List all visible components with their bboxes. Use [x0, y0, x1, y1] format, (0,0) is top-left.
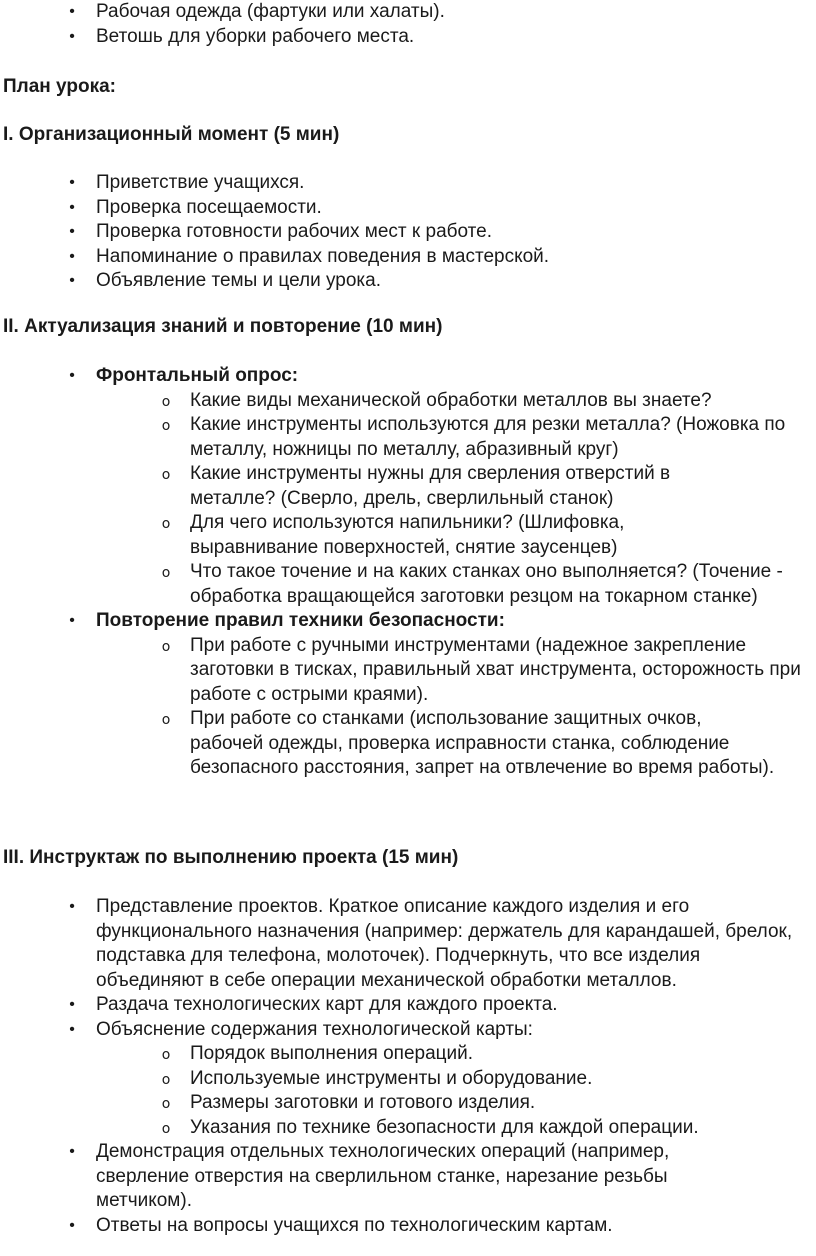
list-item — [0, 364, 816, 609]
sub-list-item — [0, 560, 816, 609]
list-item-text: Проверка посещаемости. — [96, 196, 322, 218]
bullet-icon: • — [69, 898, 75, 915]
list-item — [0, 609, 816, 781]
circle-bullet-icon: o — [161, 1120, 171, 1137]
sub-item-text: Указания по технике безопасности для каждой операции. — [190, 1116, 699, 1138]
list-item — [0, 269, 816, 294]
circle-bullet-icon: o — [161, 638, 171, 655]
list-item-text: Представление проектов. Краткое описание каждого изделия и его функционального назначения (например: держатель для карандашей, брелок, подставка для телефона, молоточек). Подчеркнуть, что все изделия объединяют в себе операции механической обработки металлов. — [96, 896, 793, 991]
list-item — [0, 196, 816, 221]
bullet-icon: • — [69, 3, 75, 20]
bullet-icon: • — [69, 272, 75, 289]
group-title: Повторение правил техники безопасности: — [96, 610, 505, 631]
sub-item-text: Что такое точение и на каких станках оно выполняется? (Точение - обработка вращающейся заготовки резцом на токарном станке) — [190, 561, 783, 607]
sub-item-text: При работе с ручными инструментами (надежное закрепление заготовки в тисках, правильный хват инструмента, осторожность при работе с острыми краями). — [190, 634, 801, 705]
materials-list — [0, 0, 816, 49]
bullet-icon: • — [69, 367, 75, 384]
sub-item-text: Порядок выполнения операций. — [190, 1043, 474, 1064]
list-item-text: Рабочая одежда (фартуки или халаты). — [96, 1, 445, 22]
list-item — [0, 245, 816, 270]
list-item — [0, 1018, 816, 1141]
section1-list — [0, 171, 816, 294]
sub-list — [96, 1042, 816, 1140]
list-item — [0, 1214, 816, 1239]
circle-bullet-icon: o — [161, 1096, 171, 1112]
list-item-text: Приветствие учащихся. — [96, 172, 305, 193]
section3-heading: III. Инструктаж по выполнению проекта (15 мин) — [3, 847, 459, 868]
list-item — [0, 171, 816, 196]
sub-list-item — [0, 389, 816, 414]
section2-heading: II. Актуализация знаний и повторение (10 мин) — [3, 316, 443, 337]
sub-list-item — [0, 1042, 816, 1067]
bullet-icon: • — [69, 996, 75, 1013]
sub-item-text: Для чего используются напильники? (Шлифовка, выравнивание поверхностей, снятие заусенцев) — [190, 512, 625, 558]
list-item — [0, 25, 816, 50]
list-item — [0, 1140, 816, 1214]
list-item-text: Ветошь для уборки рабочего места. — [96, 25, 415, 47]
bullet-icon: • — [69, 1143, 75, 1160]
circle-bullet-icon: o — [161, 565, 171, 581]
bullet-icon: • — [69, 612, 75, 629]
circle-bullet-icon: o — [161, 712, 171, 728]
circle-bullet-icon: o — [161, 393, 171, 410]
list-item-text: Раздача технологических карт для каждого проекта. — [96, 994, 558, 1015]
sub-list-item — [0, 511, 816, 560]
bullet-icon: • — [69, 174, 75, 191]
list-item — [0, 0, 816, 25]
bullet-icon: • — [69, 27, 75, 45]
sub-list-item — [0, 707, 816, 781]
list-item — [0, 895, 816, 993]
sub-list-item — [0, 1116, 816, 1141]
sub-list-item — [0, 1091, 816, 1116]
circle-bullet-icon: o — [161, 516, 171, 532]
sub-item-text: Какие инструменты используются для резки металла? (Ножовка по металлу, ножницы по металлу, абразивный круг) — [190, 414, 786, 460]
list-item — [0, 220, 816, 245]
sub-list — [96, 634, 816, 781]
bullet-icon: • — [69, 1216, 75, 1234]
list-item — [0, 993, 816, 1018]
list-item-text: Проверка готовности рабочих мест к работе. — [96, 221, 493, 242]
sub-item-text: Какие виды механической обработки металлов вы знаете? — [190, 389, 712, 411]
sub-list — [96, 389, 816, 610]
section3-list — [0, 895, 816, 1238]
list-item-text: Объявление темы и цели урока. — [96, 270, 381, 291]
sub-item-text: Используемые инструменты и оборудование. — [190, 1067, 593, 1089]
sub-item-text: При работе со станками (использование защитных очков, рабочей одежды, проверка исправности станка, соблюдение безопасного расстояния, запрет на отвлечение во время работы). — [190, 708, 775, 778]
bullet-icon: • — [69, 247, 75, 265]
bullet-icon: • — [69, 198, 75, 216]
section2-list — [0, 364, 816, 781]
sub-item-text: Размеры заготовки и готового изделия. — [190, 1092, 536, 1113]
circle-bullet-icon: o — [161, 1047, 171, 1063]
list-item-text: Напоминание о правилах поведения в мастерской. — [96, 245, 550, 267]
sub-item-text: Какие инструменты нужны для сверления отверстий в металле? (Сверло, дрель, сверлильный станок) — [190, 463, 671, 509]
circle-bullet-icon: o — [161, 418, 171, 434]
sub-list-item — [0, 1067, 816, 1092]
sub-list-item — [0, 413, 816, 462]
list-item-text: Ответы на вопросы учащихся по технологическим картам. — [96, 1214, 613, 1236]
list-item-text: Демонстрация отдельных технологических операций (например, сверление отверстия на сверлильном станке, нарезание резьбы метчиком). — [96, 1141, 670, 1211]
circle-bullet-icon: o — [161, 467, 171, 483]
plan-heading: План урока: — [3, 76, 116, 97]
section1-heading: I. Организационный момент (5 мин) — [3, 124, 340, 145]
list-item-text: Объяснение содержания технологической карты: — [96, 1018, 533, 1040]
group-title: Фронтальный опрос: — [96, 365, 299, 386]
bullet-icon: • — [69, 223, 75, 240]
sub-list-item — [0, 462, 816, 511]
bullet-icon: • — [69, 1020, 75, 1038]
sub-list-item — [0, 634, 816, 708]
circle-bullet-icon: o — [161, 1071, 171, 1088]
